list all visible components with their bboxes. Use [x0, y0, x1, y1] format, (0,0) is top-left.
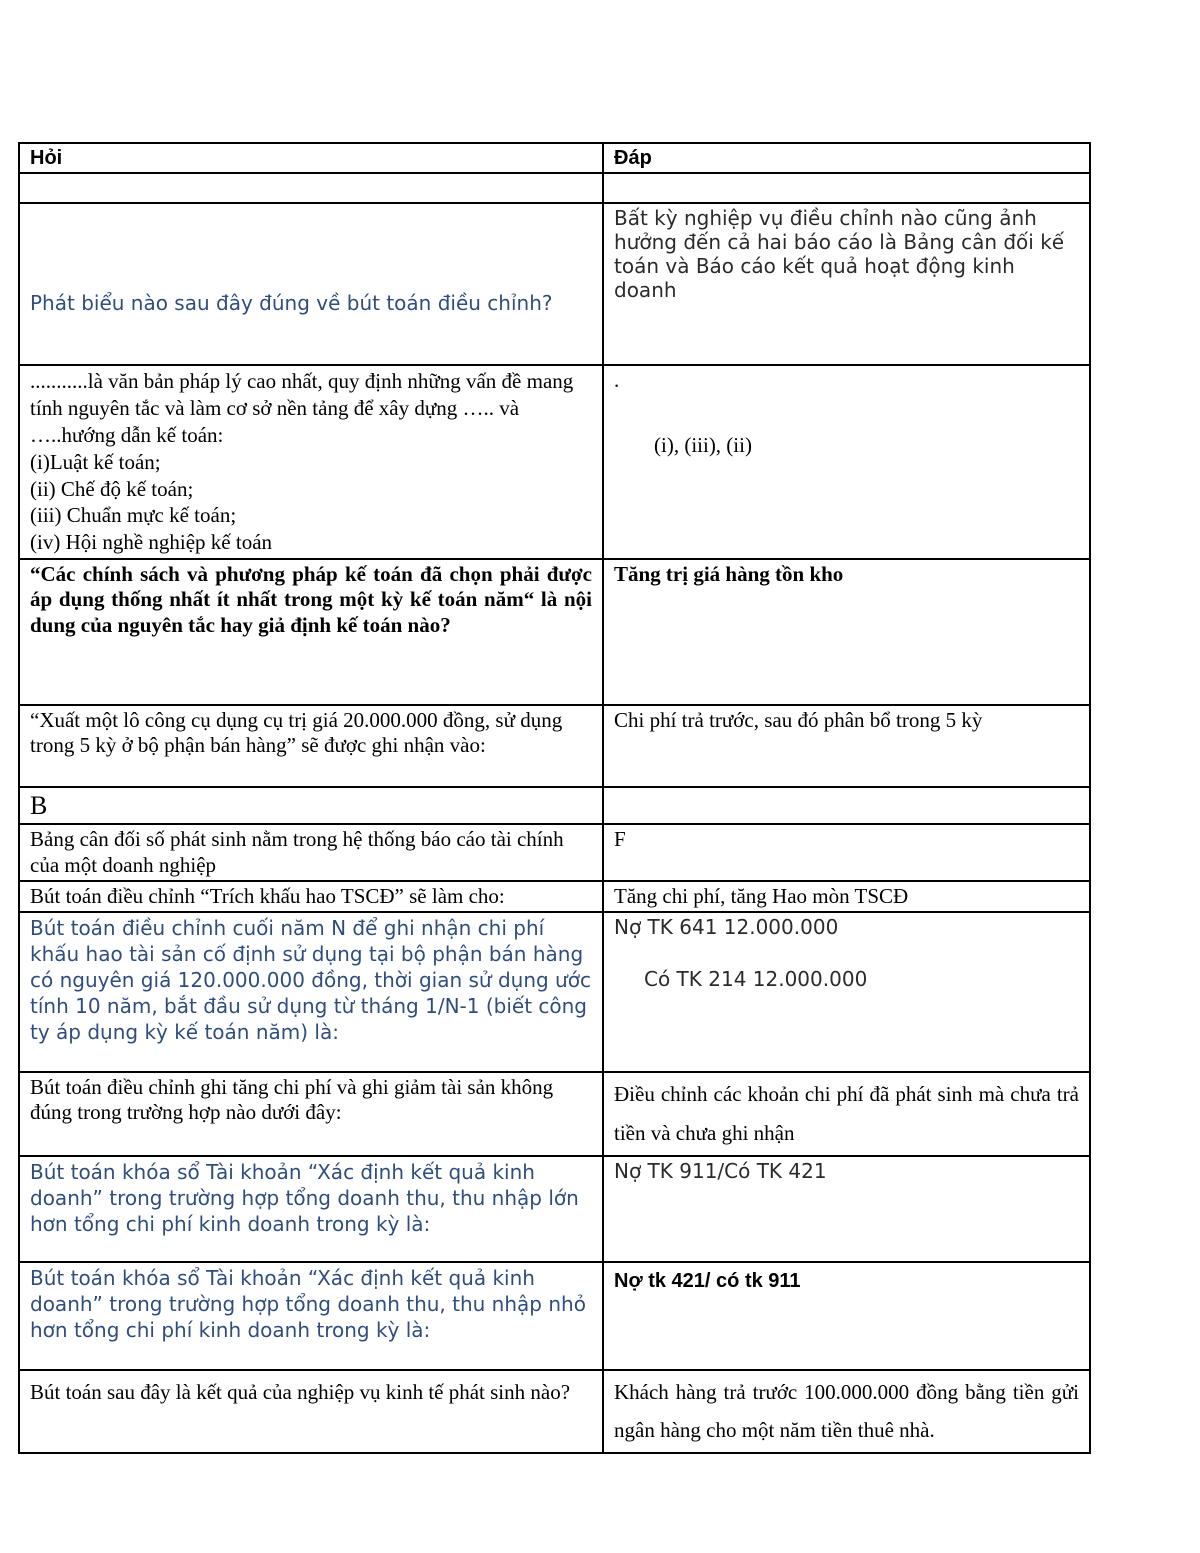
- table-row: [19, 824, 1090, 880]
- option-iv: (iv) Hội nghề nghiệp kế toán: [30, 530, 273, 555]
- qa-table: [18, 142, 1091, 1454]
- answer-cell: [603, 173, 1090, 203]
- table-row: [19, 203, 1090, 365]
- header-answer: Đáp: [603, 143, 1090, 173]
- answer-cell: Điều chỉnh các khoản chi phí đã phát sinh mà chưa trả tiền và chưa ghi nhận: [603, 1072, 1090, 1156]
- answer-cell: Nợ tk 421/ có tk 911: [603, 1262, 1090, 1370]
- answer-cell: Bất kỳ nghiệp vụ điều chỉnh nào cũng ảnh hưởng đến cả hai báo cáo là Bảng cân đối kế toán và Báo cáo kết quả hoạt động kinh doanh: [603, 203, 1090, 365]
- answer-cell: F: [603, 824, 1090, 880]
- answer-cell: Tăng trị giá hàng tồn kho: [603, 559, 1090, 705]
- table-row: [19, 1370, 1090, 1454]
- table-row: [19, 1262, 1090, 1370]
- option-i: (i)Luật kế toán;: [30, 449, 161, 474]
- table-row: [19, 1072, 1090, 1156]
- question-text: ...........là văn bản pháp lý cao nhất, quy định những vấn đề mang tính nguyên tắc và làm cơ sở nền tảng để xây dựng ….. và …..hướng dẫn kế toán:: [30, 369, 574, 447]
- question-text: Phát biểu nào sau đây đúng về bút toán điều chỉnh?: [30, 291, 553, 315]
- question-cell: [19, 365, 603, 559]
- table-row: [19, 787, 1090, 824]
- answer-cell: [603, 787, 1090, 824]
- option-ii: (ii) Chế độ kế toán;: [30, 476, 194, 501]
- table-row: [19, 559, 1090, 705]
- question-cell: Bút toán điều chỉnh cuối năm N để ghi nhận chi phí khấu hao tài sản cố định sử dụng tại bộ phận bán hàng có nguyên giá 120.000.000 đồng, thời gian sử dụng ước tính 10 năm, bắt đầu sử dụng từ tháng 1/N-1 (biết công ty áp dụng kỳ kế toán năm) là:: [19, 912, 603, 1072]
- question-cell: Bút toán khóa sổ Tài khoản “Xác định kết quả kinh doanh” trong trường hợp tổng doanh thu, thu nhập nhỏ hơn tổng chi phí kinh doanh trong kỳ là:: [19, 1262, 603, 1370]
- header-question: Hỏi: [19, 143, 603, 173]
- section-label: B: [19, 787, 603, 824]
- question-cell: [19, 173, 603, 203]
- question-cell: Bút toán khóa sổ Tài khoản “Xác định kết quả kinh doanh” trong trường hợp tổng doanh thu, thu nhập lớn hơn tổng chi phí kinh doanh trong kỳ là:: [19, 1156, 603, 1262]
- answer-cell: [603, 912, 1090, 1072]
- question-cell: Bút toán điều chỉnh ghi tăng chi phí và ghi giảm tài sản không đúng trong trường hợp nào dưới đây:: [19, 1072, 603, 1156]
- table-row: [19, 705, 1090, 787]
- answer-cell: Chi phí trả trước, sau đó phân bổ trong 5 kỳ: [603, 705, 1090, 787]
- table-row: [19, 173, 1090, 203]
- debit-line: Nợ TK 641 12.000.000: [614, 914, 839, 939]
- answer-cell: Khách hàng trả trước 100.000.000 đồng bằng tiền gửi ngân hàng cho một năm tiền thuê nhà.: [603, 1370, 1090, 1454]
- table-header-row: [19, 143, 1090, 173]
- option-iii: (iii) Chuẩn mực kế toán;: [30, 503, 237, 528]
- question-cell: “Xuất một lô công cụ dụng cụ trị giá 20.000.000 đồng, sử dụng trong 5 kỳ ở bộ phận bán hàng” sẽ được ghi nhận vào:: [19, 705, 603, 787]
- answer-cell: Tăng chi phí, tăng Hao mòn TSCĐ: [603, 881, 1090, 912]
- answer-text: (i), (iii), (ii): [654, 433, 752, 458]
- answer-cell: [603, 365, 1090, 559]
- answer-dot: .: [614, 368, 620, 392]
- question-cell: [19, 203, 603, 365]
- question-cell: Bảng cân đối số phát sinh nằm trong hệ thống báo cáo tài chính của một doanh nghiệp: [19, 824, 603, 880]
- question-cell: Bút toán sau đây là kết quả của nghiệp vụ kinh tế phát sinh nào?: [19, 1370, 603, 1454]
- table-row: [19, 1156, 1090, 1262]
- table-row: [19, 881, 1090, 912]
- table-row: [19, 365, 1090, 559]
- question-cell: Bút toán điều chỉnh “Trích khấu hao TSCĐ” sẽ làm cho:: [19, 881, 603, 912]
- table-row: [19, 912, 1090, 1072]
- credit-line: Có TK 214 12.000.000: [644, 966, 868, 991]
- answer-cell: Nợ TK 911/Có TK 421: [603, 1156, 1090, 1262]
- question-cell: “Các chính sách và phương pháp kế toán đã chọn phải được áp dụng thống nhất ít nhất trong một kỳ kế toán năm“ là nội dung của nguyên tắc hay giả định kế toán nào?: [19, 559, 603, 705]
